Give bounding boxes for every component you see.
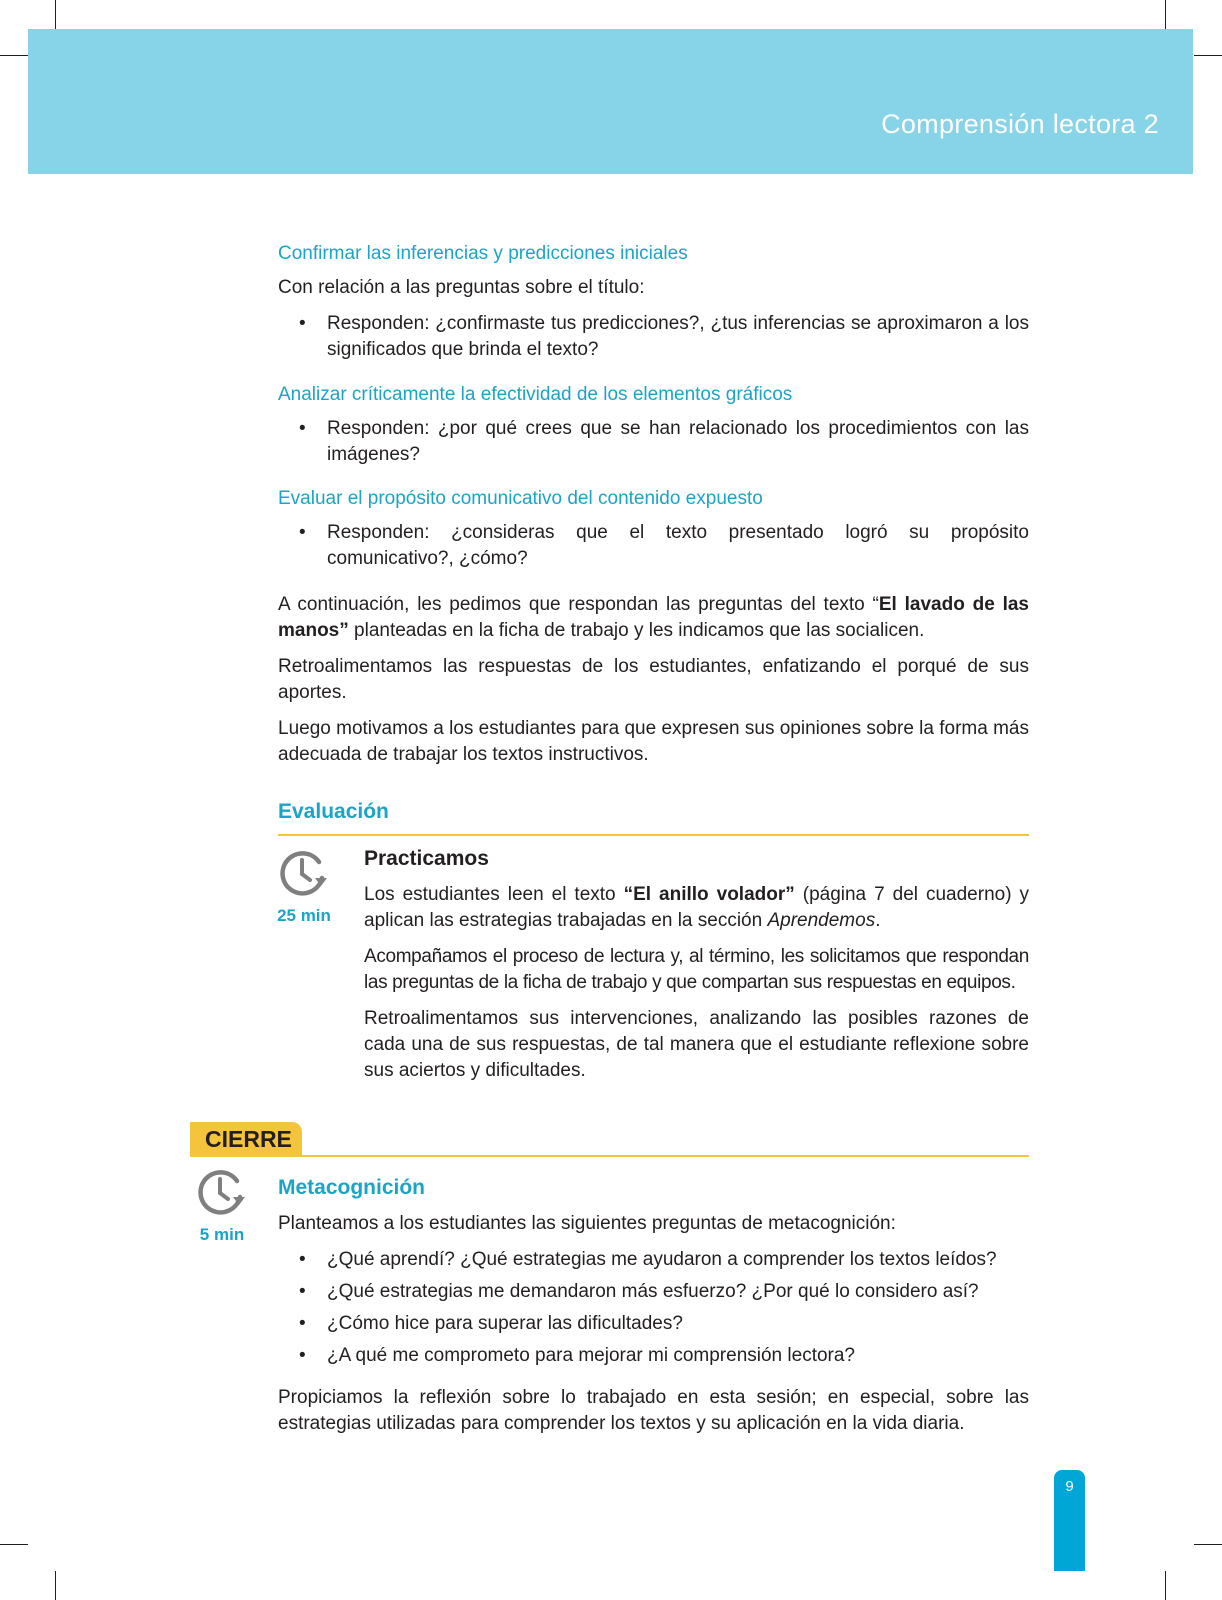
crop-mark (1165, 0, 1166, 29)
list-item: • ¿Qué estrategias me demandaron más esfuerzo? ¿Por qué lo considero así? (278, 1279, 1029, 1305)
bullet-icon: • (299, 313, 306, 334)
crop-mark (55, 1571, 56, 1600)
list-item: • Responden: ¿consideras que el texto presentado logró su propósito comunicativo?, ¿cómo? (299, 522, 1029, 569)
paragraph: Con relación a las preguntas sobre el título: (278, 277, 645, 298)
page-number-tab (1054, 1470, 1085, 1571)
bullet-list (278, 520, 1029, 572)
section-heading: Metacognición (278, 1176, 426, 1199)
list-item: • ¿A qué me comprometo para mejorar mi comprensión lectora? (278, 1343, 1029, 1369)
metacognicion-block (278, 1176, 1029, 1437)
list-item: • ¿Cómo hice para superar las dificultades? (278, 1311, 1029, 1337)
bullet-icon: • (299, 1313, 306, 1334)
divider (278, 834, 1029, 836)
cierre-tab (190, 1122, 302, 1157)
paragraph: Acompañamos el proceso de lectura y, al término, les solicitamos que respondan las preguntas de la ficha de trabajo y que compartan sus respuestas en equipos. (364, 946, 1029, 993)
bullet-icon: • (299, 418, 306, 439)
bullet-icon: • (299, 522, 306, 543)
bullet-icon: • (299, 1281, 306, 1302)
clock-icon (279, 848, 331, 896)
practice-title: Practicamos (364, 847, 489, 870)
paragraph: A continuación, les pedimos que respondan las preguntas del texto “El lavado de las manos” planteadas en la ficha de trabajo y les indicamos que las socialicen. (278, 594, 1029, 641)
crop-mark (0, 1544, 28, 1545)
crop-mark (1194, 55, 1222, 56)
continuation-block (278, 592, 1029, 768)
evaluacion-heading-wrap (278, 800, 1029, 824)
paragraph: Propiciamos la reflexión sobre lo trabajado en esta sesión; en especial, sobre las estrategias utilizadas para comprender los textos y su aplicación en la vida diaria. (278, 1387, 1029, 1434)
list-item: • ¿Qué aprendí? ¿Qué estrategias me ayudaron a comprender los textos leídos? (278, 1247, 1029, 1273)
time-label: 5 min (199, 1225, 245, 1244)
bullet-list (278, 311, 1029, 363)
clock-icon (197, 1167, 249, 1215)
bullet-icon: • (299, 1345, 306, 1366)
section-confirmar (278, 243, 1029, 363)
paragraph: Retroalimentamos las respuestas de los estudiantes, enfatizando el porqué de sus aportes. (278, 656, 1029, 703)
paragraph: Los estudiantes leen el texto “El anillo volador” (página 7 del cuaderno) y aplican las estrategias trabajadas en la sección Aprendemos. (364, 884, 1030, 931)
header-title: Comprensión lectora 2 (881, 109, 1159, 139)
time-label: 25 min (277, 906, 331, 925)
list-item: • Responden: ¿por qué crees que se han relacionado los procedimientos con las imágenes? (299, 418, 1029, 465)
crop-mark (55, 0, 56, 29)
section-analizar (278, 384, 1029, 468)
bullet-icon: • (299, 1249, 306, 1270)
cierre-label: CIERRE (205, 1126, 292, 1152)
practicamos-block (364, 847, 1029, 1084)
header-band (28, 29, 1193, 174)
paragraph: Retroalimentamos sus intervenciones, analizando las posibles razones de cada una de sus respuestas, de tal manera que el estudiante reflexione sobre sus aciertos y dificultades. (364, 1008, 1029, 1081)
list-item: • Responden: ¿confirmaste tus predicciones?, ¿tus inferencias se aproximaron a los significados que brinda el texto? (299, 313, 1029, 360)
sub-heading: Evaluar el propósito comunicativo del contenido expuesto (278, 488, 763, 509)
page-number: 9 (1065, 1478, 1074, 1495)
bullet-list (278, 1247, 1029, 1369)
section-heading: Evaluación (278, 800, 389, 823)
paragraph: Planteamos a los estudiantes las siguientes preguntas de metacognición: (278, 1213, 896, 1234)
sub-heading: Analizar críticamente la efectividad de los elementos gráficos (278, 384, 793, 405)
section-evaluar (278, 488, 1029, 572)
bullet-list (278, 416, 1029, 468)
sub-heading: Confirmar las inferencias y predicciones iniciales (278, 243, 688, 264)
crop-mark (1194, 1544, 1222, 1545)
divider (190, 1155, 1029, 1157)
crop-mark (1165, 1571, 1166, 1600)
crop-mark (0, 55, 28, 56)
paragraph: Luego motivamos a los estudiantes para que expresen sus opiniones sobre la forma más adecuada de trabajar los textos instructivos. (278, 718, 1029, 765)
